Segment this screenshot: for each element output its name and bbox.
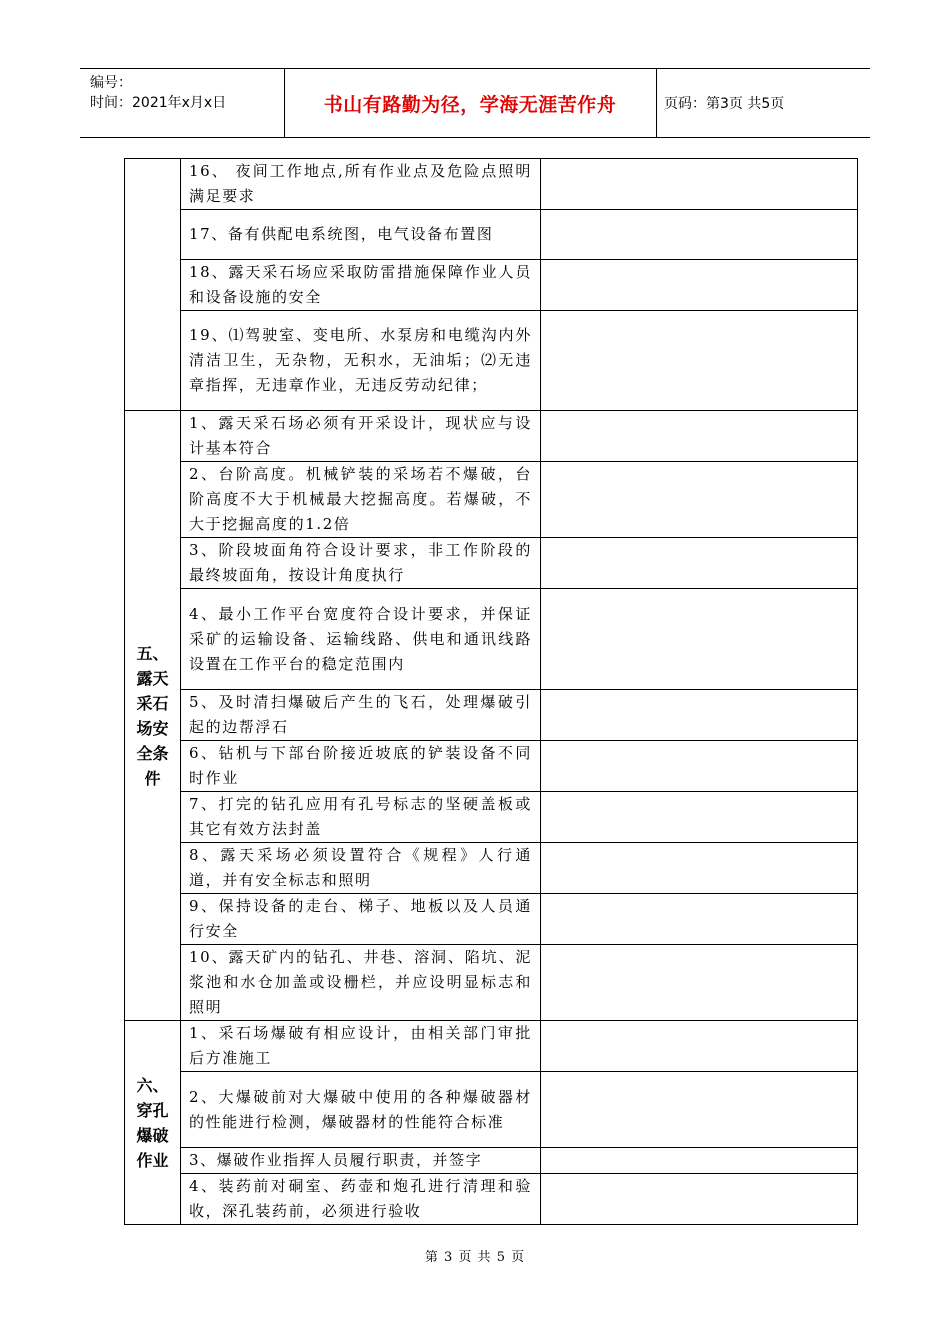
table-row xyxy=(125,589,858,690)
table-row xyxy=(125,411,858,462)
check-result-cell[interactable] xyxy=(541,945,858,1021)
section-title: 六、穿孔爆破作业 xyxy=(136,1075,169,1170)
section-title-cell xyxy=(125,1021,181,1225)
check-result-cell[interactable] xyxy=(541,792,858,843)
header-page-label: 页码：第3页 共5页 xyxy=(664,96,785,112)
checklist-table xyxy=(124,158,858,1225)
checklist-item: 4、装药前对硐室、药壶和炮孔进行清理和验收，深孔装药前，必须进行验收 xyxy=(181,1174,541,1225)
check-result-cell[interactable] xyxy=(541,260,858,311)
section-title: 五、露天采石场安全条件 xyxy=(136,643,169,788)
table-row xyxy=(125,894,858,945)
checklist-item: 5、及时清扫爆破后产生的飞石，处理爆破引起的边帮浮石 xyxy=(181,690,541,741)
table-row xyxy=(125,159,858,210)
header-divider xyxy=(656,69,657,137)
checklist-item: 8、露天采场必须设置符合《规程》人行通道，并有安全标志和照明 xyxy=(181,843,541,894)
header-meta xyxy=(90,73,226,113)
checklist-item: 7、打完的钻孔应用有孔号标志的坚硬盖板或其它有效方法封盖 xyxy=(181,792,541,843)
checklist-item: 2、大爆破前对大爆破中使用的各种爆破器材的性能进行检测，爆破器材的性能符合标准 xyxy=(181,1072,541,1148)
check-result-cell[interactable] xyxy=(541,159,858,210)
check-result-cell[interactable] xyxy=(541,843,858,894)
table-row xyxy=(125,1021,858,1072)
page-footer: 第 3 页 共 5 页 xyxy=(424,1250,526,1265)
section-title-cell xyxy=(125,411,181,1021)
check-result-cell[interactable] xyxy=(541,462,858,538)
check-result-cell[interactable] xyxy=(541,1072,858,1148)
document-date-label: 时间：2021年x月x日 xyxy=(90,95,227,111)
check-result-cell[interactable] xyxy=(541,210,858,260)
check-result-cell[interactable] xyxy=(541,894,858,945)
checklist-item: 4、最小工作平台宽度符合设计要求，并保证采矿的运输设备、运输线路、供电和通讯线路设置在工作平台的稳定范围内 xyxy=(181,589,541,690)
checklist-item: 19、⑴驾驶室、变电所、水泵房和电缆沟内外清洁卫生，无杂物，无积水，无油垢；⑵无违章指挥，无违章作业，无违反劳动纪律； xyxy=(181,311,541,411)
check-result-cell[interactable] xyxy=(541,1174,858,1225)
check-result-cell[interactable] xyxy=(541,411,858,462)
checklist-item: 6、钻机与下部台阶接近坡底的铲装设备不同时作业 xyxy=(181,741,541,792)
table-row xyxy=(125,1174,858,1225)
checklist-item: 9、保持设备的走台、梯子、地板以及人员通行安全 xyxy=(181,894,541,945)
table-row xyxy=(125,1072,858,1148)
header-motto: 书山有路勤为径，学海无涯苦作舟 xyxy=(323,93,617,116)
checklist-item: 10、露天矿内的钻孔、井巷、溶洞、陷坑、泥浆池和水仓加盖或设栅栏，并应设明显标志和照明 xyxy=(181,945,541,1021)
check-result-cell[interactable] xyxy=(541,589,858,690)
checklist-item: 17、备有供配电系统图，电气设备布置图 xyxy=(181,210,541,260)
check-result-cell[interactable] xyxy=(541,1148,858,1174)
checklist-item: 3、爆破作业指挥人员履行职责，并签字 xyxy=(181,1148,541,1174)
table-row xyxy=(125,945,858,1021)
table-row xyxy=(125,690,858,741)
table-row xyxy=(125,311,858,411)
checklist-item: 2、台阶高度。机械铲装的采场若不爆破，台阶高度不大于机械最大挖掘高度。若爆破，不大于挖掘高度的1.2倍 xyxy=(181,462,541,538)
check-result-cell[interactable] xyxy=(541,311,858,411)
table-row xyxy=(125,538,858,589)
table-row xyxy=(125,210,858,260)
check-result-cell[interactable] xyxy=(541,538,858,589)
table-row xyxy=(125,792,858,843)
table-row xyxy=(125,843,858,894)
checklist-item: 18、露天采石场应采取防雷措施保障作业人员和设备设施的安全 xyxy=(181,260,541,311)
table-row xyxy=(125,741,858,792)
table-row xyxy=(125,462,858,538)
checklist-item: 3、阶段坡面角符合设计要求，非工作阶段的最终坡面角，按设计角度执行 xyxy=(181,538,541,589)
table-row xyxy=(125,1148,858,1174)
document-number-label: 编号： xyxy=(90,75,132,91)
table-row xyxy=(125,260,858,311)
check-result-cell[interactable] xyxy=(541,1021,858,1072)
section-title-cell xyxy=(125,159,181,411)
checklist-item: 1、露天采石场必须有开采设计，现状应与设计基本符合 xyxy=(181,411,541,462)
checklist-item: 1、采石场爆破有相应设计，由相关部门审批后方准施工 xyxy=(181,1021,541,1072)
checklist-item: 16、 夜间工作地点,所有作业点及危险点照明满足要求 xyxy=(181,159,541,210)
page-header xyxy=(80,68,870,138)
check-result-cell[interactable] xyxy=(541,741,858,792)
check-result-cell[interactable] xyxy=(541,690,858,741)
